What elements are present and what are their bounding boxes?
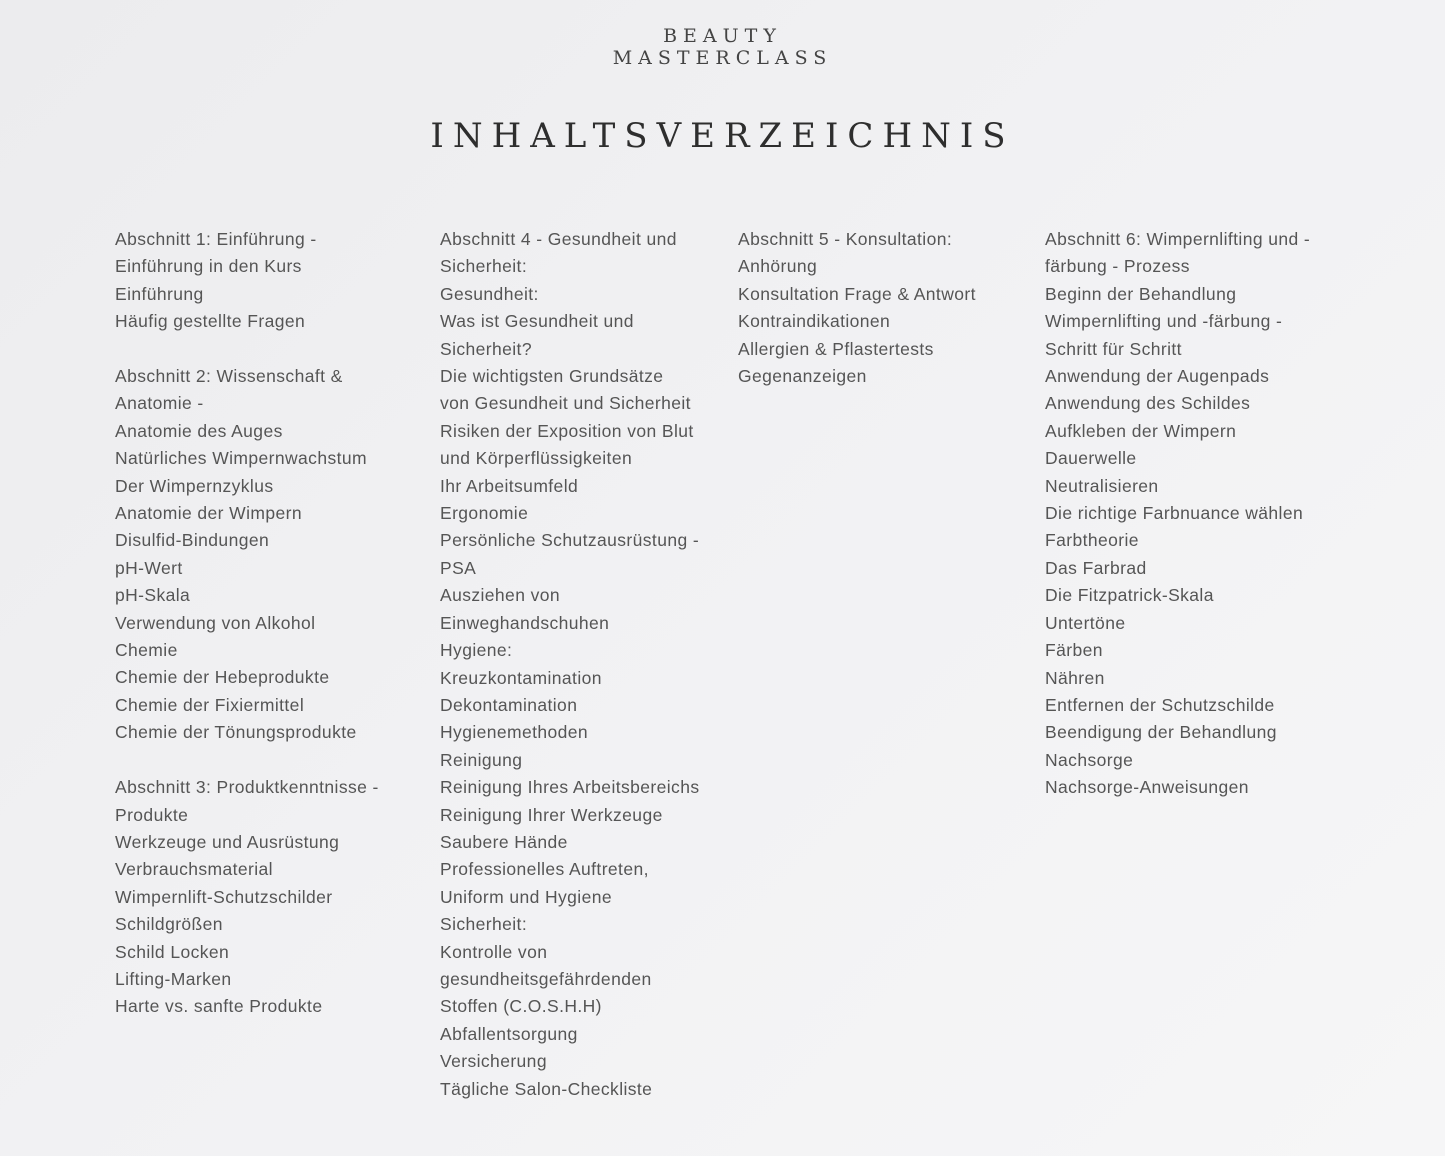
toc-entry: Häufig gestellte Fragen <box>115 311 306 332</box>
toc-column-1 <box>115 226 415 1021</box>
toc-entry: Natürliches Wimpernwachstum <box>115 448 367 469</box>
toc-entry: Ergonomie <box>440 503 529 524</box>
toc-entry: Farbtheorie <box>1045 530 1139 551</box>
toc-entry: Harte vs. sanfte Produkte <box>115 996 323 1017</box>
brand-line-2: MASTERCLASS <box>612 47 833 69</box>
toc-entry: Risiken der Exposition von Blut <box>440 420 694 441</box>
toc-entry: Was ist Gesundheit und <box>440 311 634 332</box>
page-title: INHALTSVERZEICHNIS <box>430 116 1015 156</box>
toc-list <box>440 226 720 1103</box>
toc-entry: Einweghandschuhen <box>440 612 610 633</box>
toc-entry: Anwendung des Schildes <box>1045 393 1251 414</box>
toc-entry: Neutralisieren <box>1045 475 1159 496</box>
toc-section-heading: Einführung in den Kurs <box>115 256 302 277</box>
toc-section-heading: Abschnitt 3: Produktkenntnisse - <box>115 777 379 798</box>
toc-entry: Die wichtigsten Grundsätze <box>440 366 664 387</box>
toc-list <box>115 226 415 1021</box>
toc-section-heading: Abschnitt 6: Wimpernlifting und - <box>1045 229 1311 249</box>
toc-entry: pH-Wert <box>115 557 183 578</box>
toc-entry: und Körperflüssigkeiten <box>440 448 633 469</box>
toc-entry: Hygienemethoden <box>440 722 589 743</box>
toc-entry: Anatomie der Wimpern <box>115 503 302 524</box>
toc-entry: Uniform und Hygiene <box>440 886 612 907</box>
toc-entry: Sicherheit: <box>440 914 528 935</box>
toc-entry: gesundheitsgefährdenden <box>440 968 652 989</box>
toc-list <box>1045 226 1375 802</box>
toc-entry: Reinigung <box>440 749 523 770</box>
toc-entry: Färben <box>1045 640 1103 661</box>
toc-entry: Abfallentsorgung <box>440 1023 578 1044</box>
toc-column-2 <box>440 226 720 1103</box>
toc-entry: Schildgrößen <box>115 914 223 935</box>
brand-line-1: BEAUTY <box>663 25 782 47</box>
toc-entry: Versicherung <box>440 1051 547 1072</box>
toc-entry: Beginn der Behandlung <box>1045 283 1237 304</box>
toc-entry: Die Fitzpatrick-Skala <box>1045 585 1214 606</box>
toc-section-heading: Abschnitt 2: Wissenschaft & <box>115 366 343 387</box>
toc-section-heading: Abschnitt 5 - Konsultation: <box>738 229 953 249</box>
toc-entry: Tägliche Salon-Checkliste <box>440 1078 653 1099</box>
toc-entry: pH-Skala <box>115 585 191 606</box>
toc-entry: Persönliche Schutzausrüstung - <box>440 530 700 551</box>
toc-entry: Dauerwelle <box>1045 448 1137 469</box>
toc-entry: Einführung <box>115 283 204 304</box>
toc-entry: Anatomie des Auges <box>115 420 283 441</box>
toc-section-heading: Produkte <box>115 804 189 825</box>
toc-entry: Wimpernlift-Schutzschilder <box>115 886 333 907</box>
toc-entry: Chemie der Hebeprodukte <box>115 667 330 688</box>
toc-entry: Das Farbrad <box>1045 557 1147 578</box>
toc-entry: Sicherheit? <box>440 338 532 359</box>
toc-entry: Konsultation Frage & Antwort <box>738 283 976 304</box>
toc-entry: Kontraindikationen <box>738 311 891 332</box>
toc-entry: Entfernen der Schutzschilde <box>1045 694 1275 715</box>
toc-entry: Gesundheit: <box>440 283 539 304</box>
toc-entry: Kreuzkontamination <box>440 667 602 688</box>
toc-entry: Reinigung Ihrer Werkzeuge <box>440 804 663 825</box>
toc-entry: Wimpernlifting und -färbung - <box>1045 311 1283 332</box>
toc-entry: Anhörung <box>738 256 818 277</box>
toc-entry: Ausziehen von <box>440 585 561 606</box>
toc-entry: Werkzeuge und Ausrüstung <box>115 831 340 852</box>
toc-entry: Aufkleben der Wimpern <box>1045 420 1237 441</box>
toc-entry: Lifting-Marken <box>115 968 232 989</box>
toc-entry: Untertöne <box>1045 612 1126 633</box>
toc-entry: PSA <box>440 557 477 578</box>
toc-entry: Professionelles Auftreten, <box>440 859 649 880</box>
toc-list <box>738 226 1028 390</box>
toc-column-3 <box>738 226 1028 390</box>
toc-entry: Nachsorge <box>1045 749 1134 770</box>
toc-entry: Chemie der Tönungsprodukte <box>115 722 357 743</box>
toc-entry: Gegenanzeigen <box>738 366 867 387</box>
toc-entry: Hygiene: <box>440 640 513 661</box>
toc-entry: Saubere Hände <box>440 831 568 852</box>
toc-entry: Der Wimpernzyklus <box>115 475 274 496</box>
toc-entry: Verwendung von Alkohol <box>115 612 316 633</box>
toc-entry: Schritt für Schritt <box>1045 338 1182 359</box>
toc-section-heading: färbung - Prozess <box>1045 256 1190 277</box>
toc-entry: Nachsorge-Anweisungen <box>1045 777 1249 798</box>
toc-entry: Chemie <box>115 640 178 661</box>
toc-entry: Ihr Arbeitsumfeld <box>440 475 579 496</box>
toc-entry: Kontrolle von <box>440 941 548 962</box>
toc-entry: Die richtige Farbnuance wählen <box>1045 503 1304 524</box>
toc-entry: Chemie der Fixiermittel <box>115 694 305 715</box>
toc-section-heading: Abschnitt 1: Einführung - <box>115 229 317 249</box>
brand-logo <box>0 25 1445 69</box>
toc-entry: Reinigung Ihres Arbeitsbereichs <box>440 777 700 798</box>
toc-column-4 <box>1045 226 1375 802</box>
toc-entry: Allergien & Pflastertests <box>738 338 934 359</box>
toc-entry: Disulfid-Bindungen <box>115 530 270 551</box>
toc-section-heading: Anatomie - <box>115 393 204 414</box>
toc-section-heading: Abschnitt 4 - Gesundheit und <box>440 229 677 249</box>
toc-entry: Stoffen (C.O.S.H.H) <box>440 996 602 1017</box>
toc-entry: Nähren <box>1045 667 1105 688</box>
toc-entry: Verbrauchsmaterial <box>115 859 273 880</box>
toc-entry: Anwendung der Augenpads <box>1045 366 1270 387</box>
toc-section-heading: Sicherheit: <box>440 256 528 277</box>
toc-entry: Dekontamination <box>440 694 578 715</box>
toc-entry: Schild Locken <box>115 941 230 962</box>
toc-entry: Beendigung der Behandlung <box>1045 722 1277 743</box>
toc-entry: von Gesundheit und Sicherheit <box>440 393 691 414</box>
